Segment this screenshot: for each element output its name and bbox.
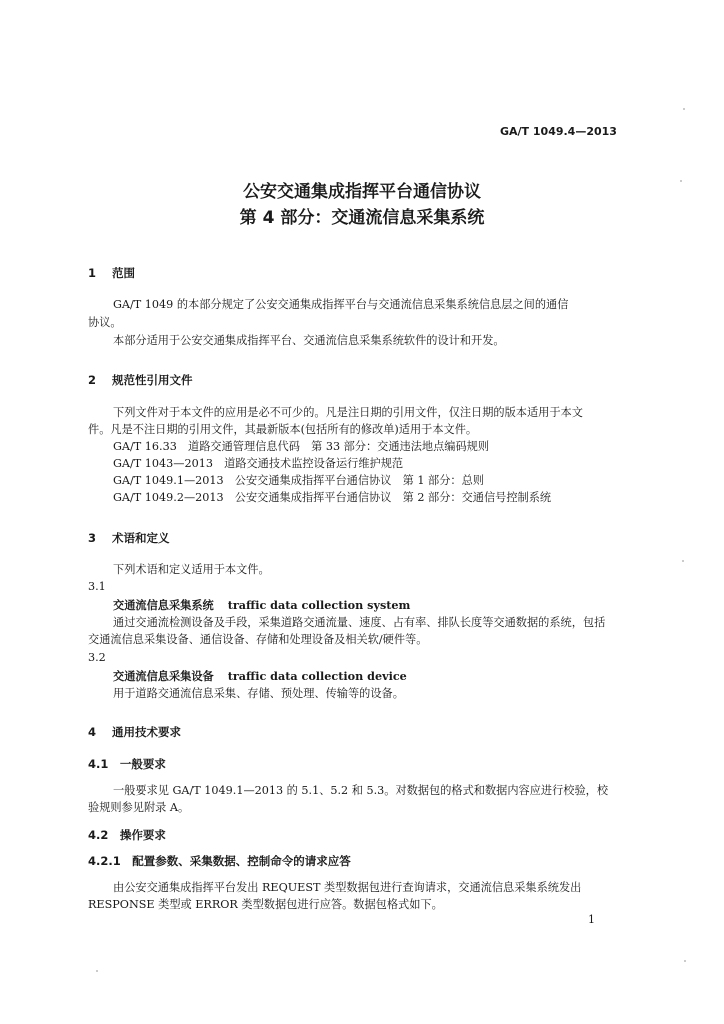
section-4-heading [88,724,181,740]
definition: 通过交通流检测设备及手段，采集道路交通流量、速度、占有率、排队长度等交通数据的系统，包括 [113,616,606,629]
reference-item: GA/T 1043—2013 道路交通技术监控设备运行维护规范 [113,457,404,470]
section-number: 2 [88,373,97,387]
paragraph: 件。凡是不注日期的引用文件，其最新版本(包括所有的修改单)适用于本文件。 [88,423,478,436]
definition: 交通流信息采集设备、通信设备、存储和处理设备及相关软/硬件等。 [88,633,428,646]
paragraph: RESPONSE 类型或 ERROR 类型数据包进行应答。数据包格式如下。 [88,898,443,911]
reference-item: GA/T 1049.2—2013 公安交通集成指挥平台通信协议 第 2 部分：交通信号控制系统 [113,491,552,504]
paragraph: 验规则参见附录 A。 [88,801,190,814]
paragraph: GA/T 1049 的本部分规定了公安交通集成指挥平台与交通流信息采集系统信息层之间的通信 [113,298,569,311]
term-entry [113,597,410,613]
section-number: 1 [88,266,97,280]
title-line-1: 公安交通集成指挥平台通信协议 [243,182,481,202]
title-line-2: 第 4 部分：交通流信息采集系统 [239,208,485,228]
paragraph: 本部分适用于公安交通集成指挥平台、交通流信息采集系统软件的设计和开发。 [113,334,505,347]
term-entry [113,668,407,684]
section-number: 4 [88,725,97,739]
scan-speck [96,970,98,972]
scan-speck [683,108,685,110]
paragraph: 下列术语和定义适用于本文件。 [113,563,270,576]
reference-item: GA/T 1049.1—2013 公安交通集成指挥平台通信协议 第 1 部分：总则 [113,474,484,487]
term-english: traffic data collection device [227,669,407,683]
section-1-heading [88,265,135,281]
section-title: 通用技术要求 [112,725,182,739]
paragraph: 一般要求见 GA/T 1049.1—2013 的 5.1、5.2 和 5.3。对数据包的格式和数据内容应进行校验，校 [113,784,609,797]
page-number: 1 [588,913,595,926]
paragraph: 由公安交通集成指挥平台发出 REQUEST 类型数据包进行查询请求，交通流信息采集系统发出 [113,881,582,894]
section-number: 3 [88,531,97,545]
subsection-4-2-1-heading: 4.2.1 配置参数、采集数据、控制命令的请求应答 [88,854,351,868]
scan-speck [680,180,682,182]
term-chinese: 交通流信息采集设备 [113,669,214,683]
subsection-4-1-heading: 4.1 一般要求 [88,757,166,771]
paragraph: 下列文件对于本文件的应用是必不可少的。凡是注日期的引用文件，仅注日期的版本适用于本文 [113,406,583,419]
section-3-heading [88,530,170,546]
term-english: traffic data collection system [227,598,411,612]
subsection-4-2-heading: 4.2 操作要求 [88,828,166,842]
scan-speck [684,960,686,962]
scan-speck [682,560,684,562]
standard-code: GA/T 1049.4—2013 [500,125,617,138]
section-title: 术语和定义 [112,531,170,545]
section-title: 范围 [112,266,136,280]
reference-item: GA/T 16.33 道路交通管理信息代码 第 33 部分：交通违法地点编码规则 [113,440,490,453]
term-chinese: 交通流信息采集系统 [113,598,214,612]
term-number: 3.1 [88,580,106,593]
definition: 用于道路交通流信息采集、存储、预处理、传输等的设备。 [113,687,404,700]
section-2-heading [88,372,193,388]
term-number: 3.2 [88,651,106,664]
section-title: 规范性引用文件 [112,373,193,387]
paragraph: 协议。 [88,316,122,329]
